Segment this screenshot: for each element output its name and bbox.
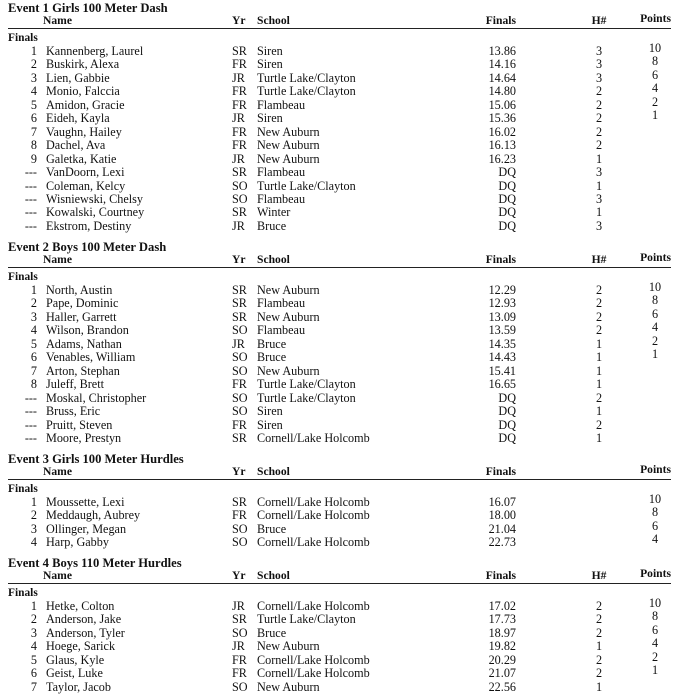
athlete-school: New Auburn [257,138,320,153]
athlete-year: SO [232,535,248,550]
athlete-school: New Auburn [257,363,320,378]
athlete-year: FR [232,57,247,72]
points: 10 [648,41,662,55]
athlete-name: Juleff, Brett [46,377,104,392]
athlete-year: FR [232,97,247,112]
col-header-yr: Yr [232,14,246,27]
athlete-year: SR [232,430,247,445]
event-title: Event 1 Girls 100 Meter Dash [8,1,168,15]
athlete-name: Wisniewski, Chelsy [46,191,144,206]
finals-time: 21.04 [488,521,516,536]
athlete-year: JR [232,336,245,351]
finals-time: 16.02 [488,124,516,139]
heat-number: 2 [595,599,603,613]
athlete-year: SO [232,178,248,193]
finals-time: 13.59 [488,323,516,338]
athlete-school: Turtle Lake/Clayton [257,84,356,99]
athlete-name: Geist, Luke [46,666,103,681]
athlete-school: Cornell/Lake Holcomb [257,666,370,681]
athlete-school: Cornell/Lake Holcomb [257,652,370,667]
points: 10 [648,280,662,294]
athlete-school: New Auburn [257,679,320,694]
col-header-finals: Finals [485,253,516,266]
athlete-school: Turtle Lake/Clayton [257,178,356,193]
heat-number: 1 [595,639,603,654]
col-header-school: School [257,253,290,266]
points: 6 [651,622,659,637]
col-header-points: Points [640,12,671,25]
place: 5 [30,97,37,112]
athlete-name: Hoege, Sarick [46,639,116,654]
place: 1 [30,44,37,58]
athlete-name: Pape, Dominic [46,296,119,311]
place: 4 [30,323,37,338]
col-header-yr: Yr [232,569,246,582]
place: 5 [30,652,37,667]
round-label: Finals [8,32,38,44]
finals-time: 18.00 [488,508,516,523]
heat-number: 2 [595,625,603,640]
heat-number: 3 [595,165,603,180]
heat-number: 2 [595,309,603,324]
athlete-name: Pruitt, Steven [46,417,113,432]
athlete-name: Hetke, Colton [46,599,115,613]
points: 6 [651,306,659,321]
athlete-name: Moore, Prestyn [46,430,122,445]
athlete-year: SO [232,390,248,405]
athlete-name: Kowalski, Courtney [46,205,145,220]
athlete-year: FR [232,377,247,392]
finals-time: 17.73 [488,612,516,627]
athlete-school: Winter [257,205,291,220]
points: 4 [651,532,659,547]
place: 6 [30,350,37,365]
place: --- [24,178,37,193]
athlete-school: Siren [257,417,283,432]
col-header-school: School [257,569,290,582]
points: 10 [648,596,662,610]
athlete-school: Bruce [257,218,287,233]
points: 1 [651,347,659,362]
athlete-school: Cornell/Lake Holcomb [257,535,370,550]
finals-time: 22.56 [488,679,516,694]
athlete-name: Bruss, Eric [46,404,101,419]
athlete-name: Lien, Gabbie [46,70,110,85]
round-label: Finals [8,587,38,599]
col-header-heat: H# [591,253,607,266]
finals-time: 15.36 [488,111,516,126]
athlete-school: Flambeau [257,296,306,311]
place: 6 [30,666,37,681]
place: 7 [30,679,37,694]
athlete-year: SR [232,309,247,324]
points: 4 [651,636,659,651]
finals-time: 12.93 [488,296,516,311]
points: 2 [651,94,659,109]
place: 1 [30,599,37,613]
finals-time: 16.13 [488,138,516,153]
athlete-year: SO [232,679,248,694]
athlete-name: Anderson, Jake [46,612,122,627]
athlete-name: Dachel, Ava [46,138,106,153]
place: 2 [30,508,37,523]
athlete-year: JR [232,70,245,85]
athlete-name: Meddaugh, Aubrey [46,508,141,523]
athlete-year: SO [232,191,248,206]
athlete-school: New Auburn [257,639,320,654]
heat-number: 1 [595,205,603,220]
heat-number: 2 [595,612,603,627]
heat-number: 2 [595,283,603,297]
place: 3 [30,521,37,536]
athlete-name: Moskal, Christopher [46,390,147,405]
finals-time: 16.07 [488,495,516,509]
athlete-year: SO [232,404,248,419]
col-header-finals: Finals [485,14,516,27]
athlete-year: SR [232,296,247,311]
athlete-name: Ollinger, Megan [46,521,127,536]
athlete-year: FR [232,666,247,681]
col-header-points: Points [640,251,671,264]
heat-number: 1 [595,350,603,365]
points: 8 [651,293,659,308]
heat-number: 2 [595,138,603,153]
col-header-name: Name [43,14,72,27]
athlete-year: FR [232,84,247,99]
athlete-name: Glaus, Kyle [46,652,105,667]
heat-number: 2 [595,296,603,311]
finals-time: 18.97 [488,625,516,640]
athlete-school: New Auburn [257,124,320,139]
col-header-points: Points [640,463,671,476]
athlete-school: New Auburn [257,309,320,324]
athlete-year: JR [232,639,245,654]
athlete-name: Haller, Garrett [46,309,117,324]
points: 8 [651,609,659,624]
event-title: Event 2 Boys 100 Meter Dash [8,240,167,254]
round-label: Finals [8,271,38,283]
athlete-year: SR [232,612,247,627]
points: 2 [651,333,659,348]
col-header-school: School [257,465,290,478]
athlete-school: Bruce [257,625,287,640]
athlete-name: Moussette, Lexi [46,495,125,509]
place: 1 [30,495,37,509]
heat-number: 2 [595,652,603,667]
place: 4 [30,84,37,99]
finals-time: DQ [498,205,516,220]
place: 8 [30,377,37,392]
finals-time: DQ [498,417,516,432]
points: 6 [651,67,659,82]
athlete-name: Harp, Gabby [46,535,109,550]
place: --- [24,417,37,432]
header-divider [8,267,671,268]
athlete-year: FR [232,138,247,153]
athlete-year: FR [232,508,247,523]
place: 2 [30,57,37,72]
points: 4 [651,320,659,335]
col-header-finals: Finals [485,465,516,478]
finals-time: 16.65 [488,377,516,392]
col-header-school: School [257,14,290,27]
heat-number: 1 [595,430,603,445]
athlete-name: Coleman, Kelcy [46,178,126,193]
place: 4 [30,535,37,550]
points: 2 [651,649,659,664]
athlete-year: SO [232,350,248,365]
finals-time: DQ [498,191,516,206]
place: 6 [30,111,37,126]
place: 2 [30,612,37,627]
event-title: Event 4 Boys 110 Meter Hurdles [8,556,182,570]
heat-number: 2 [595,84,603,99]
athlete-year: SR [232,495,247,509]
athlete-year: SO [232,521,248,536]
athlete-school: Bruce [257,350,287,365]
points: 8 [651,54,659,69]
athlete-school: Turtle Lake/Clayton [257,377,356,392]
place: 4 [30,639,37,654]
athlete-school: Turtle Lake/Clayton [257,390,356,405]
athlete-school: Siren [257,111,283,126]
finals-time: DQ [498,404,516,419]
finals-time: 14.16 [488,57,516,72]
points: 4 [651,81,659,96]
athlete-school: Cornell/Lake Holcomb [257,430,370,445]
finals-time: 14.43 [488,350,516,365]
athlete-name: Arton, Stephan [46,363,120,378]
heat-number: 2 [595,323,603,338]
heat-number: 2 [595,417,603,432]
athlete-name: Amidon, Gracie [46,97,125,112]
athlete-school: Turtle Lake/Clayton [257,612,356,627]
athlete-school: Bruce [257,521,287,536]
finals-time: 17.02 [488,599,516,613]
heat-number: 1 [595,404,603,419]
col-header-name: Name [43,569,72,582]
place: --- [24,430,37,445]
athlete-name: Wilson, Brandon [46,323,129,338]
athlete-year: JR [232,599,245,613]
place: 7 [30,363,37,378]
heat-number: 3 [595,57,603,72]
place: --- [24,205,37,220]
heat-number: 2 [595,111,603,126]
finals-time: 16.23 [488,151,516,166]
athlete-school: Flambeau [257,323,306,338]
place: --- [24,165,37,180]
heat-number: 1 [595,178,603,193]
athlete-name: VanDoorn, Lexi [46,165,125,180]
athlete-school: Flambeau [257,97,306,112]
heat-number: 2 [595,124,603,139]
athlete-year: JR [232,111,245,126]
event-title: Event 3 Girls 100 Meter Hurdles [8,452,184,466]
finals-time: 14.35 [488,336,516,351]
points: 8 [651,505,659,520]
heat-number: 2 [595,666,603,681]
athlete-name: Anderson, Tyler [46,625,125,640]
col-header-name: Name [43,253,72,266]
place: 9 [30,151,37,166]
finals-time: 15.06 [488,97,516,112]
col-header-finals: Finals [485,569,516,582]
athlete-year: SO [232,363,248,378]
finals-time: 13.09 [488,309,516,324]
heat-number: 3 [595,44,603,58]
heat-number: 3 [595,191,603,206]
finals-time: 14.64 [488,70,516,85]
finals-time: DQ [498,390,516,405]
athlete-school: Cornell/Lake Holcomb [257,508,370,523]
points: 1 [651,108,659,123]
finals-time: 20.29 [488,652,516,667]
heat-number: 1 [595,336,603,351]
finals-time: DQ [498,430,516,445]
athlete-year: FR [232,124,247,139]
athlete-school: New Auburn [257,283,320,297]
finals-time: DQ [498,165,516,180]
heat-number: 3 [595,218,603,233]
place: 5 [30,336,37,351]
athlete-year: JR [232,151,245,166]
heat-number: 1 [595,377,603,392]
points: 1 [651,663,659,678]
athlete-name: North, Austin [46,283,113,297]
finals-time: 15.41 [488,363,516,378]
round-label: Finals [8,483,38,495]
finals-time: DQ [498,178,516,193]
athlete-year: SO [232,625,248,640]
col-header-heat: H# [591,569,607,582]
place: 7 [30,124,37,139]
athlete-school: Flambeau [257,165,306,180]
athlete-name: Buskirk, Alexa [46,57,120,72]
athlete-name: Adams, Nathan [46,336,122,351]
place: --- [24,390,37,405]
athlete-year: SR [232,205,247,220]
place: 2 [30,296,37,311]
points: 10 [648,492,662,506]
athlete-name: Vaughn, Hailey [46,124,122,139]
place: --- [24,218,37,233]
finals-time: 21.07 [488,666,516,681]
heat-number: 1 [595,151,603,166]
header-divider [8,28,671,29]
athlete-year: SO [232,323,248,338]
place: 8 [30,138,37,153]
athlete-school: Siren [257,44,283,58]
col-header-points: Points [640,567,671,580]
athlete-name: Eideh, Kayla [46,111,110,126]
athlete-year: FR [232,417,247,432]
athlete-year: SR [232,283,247,297]
heat-number: 1 [595,679,603,694]
finals-time: 19.82 [488,639,516,654]
athlete-name: Kannenberg, Laurel [46,44,144,58]
athlete-name: Monio, Falccia [46,84,120,99]
heat-number: 2 [595,97,603,112]
athlete-school: Cornell/Lake Holcomb [257,495,370,509]
col-header-heat: H# [591,14,607,27]
athlete-school: Turtle Lake/Clayton [257,70,356,85]
col-header-yr: Yr [232,465,246,478]
heat-number: 3 [595,70,603,85]
header-divider [8,583,671,584]
finals-time: DQ [498,218,516,233]
header-divider [8,479,671,480]
col-header-name: Name [43,465,72,478]
athlete-name: Galetka, Katie [46,151,117,166]
points: 6 [651,518,659,533]
athlete-school: Flambeau [257,191,306,206]
place: 3 [30,309,37,324]
athlete-year: JR [232,218,245,233]
place: --- [24,404,37,419]
athlete-name: Venables, William [46,350,136,365]
heat-number: 1 [595,363,603,378]
place: 3 [30,625,37,640]
heat-number: 2 [595,390,603,405]
finals-time: 22.73 [488,535,516,550]
athlete-name: Taylor, Jacob [46,679,111,694]
place: --- [24,191,37,206]
athlete-name: Ekstrom, Destiny [46,218,132,233]
finals-time: 13.86 [488,44,516,58]
place: 1 [30,283,37,297]
finals-time: 12.29 [488,283,516,297]
athlete-school: Siren [257,404,283,419]
finals-time: 14.80 [488,84,516,99]
athlete-year: FR [232,652,247,667]
place: 3 [30,70,37,85]
athlete-school: Cornell/Lake Holcomb [257,599,370,613]
athlete-year: SR [232,44,247,58]
athlete-school: Siren [257,57,283,72]
athlete-school: New Auburn [257,151,320,166]
athlete-year: SR [232,165,247,180]
athlete-school: Bruce [257,336,287,351]
col-header-yr: Yr [232,253,246,266]
